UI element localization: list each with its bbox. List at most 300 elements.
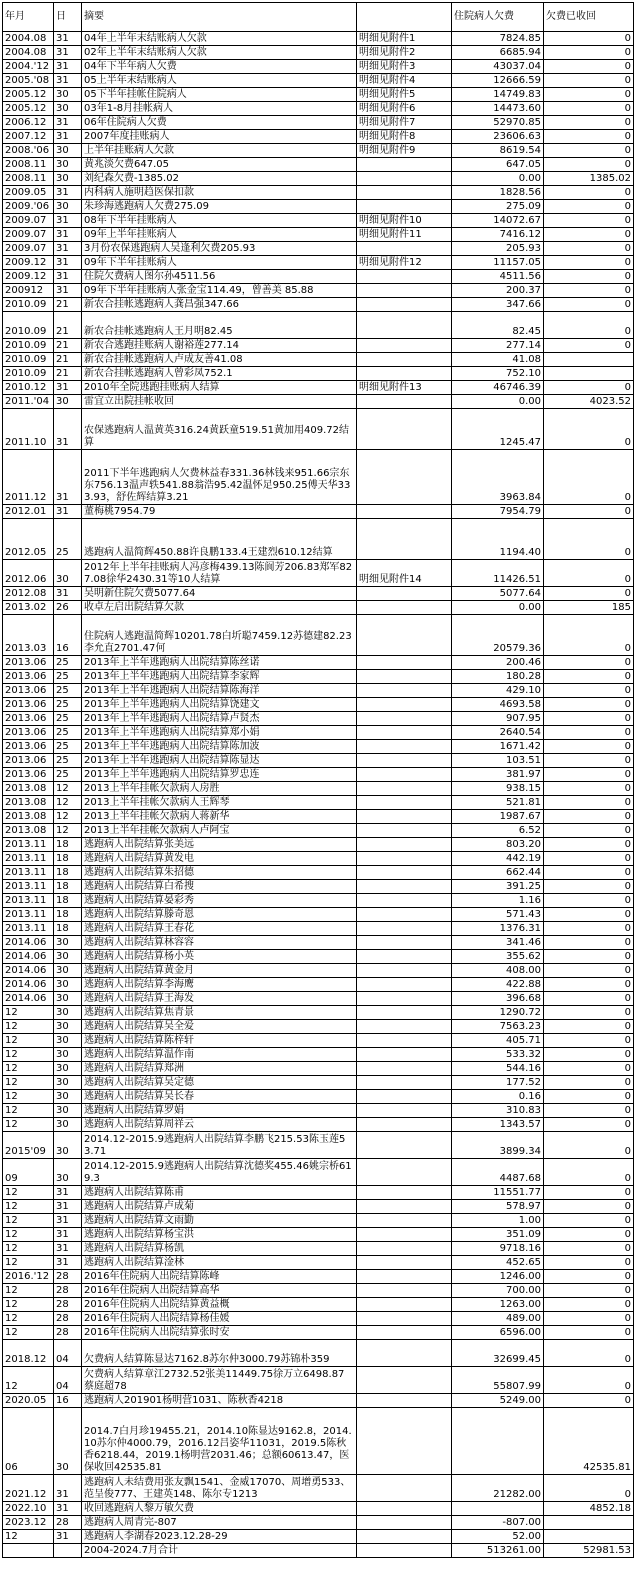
cell-owed: 177.52 (452, 1076, 544, 1090)
total-year-month (3, 1544, 54, 1558)
cell-owed: 200.37 (452, 284, 544, 298)
cell-year-month: 2013.06 (3, 656, 54, 670)
cell-day: 31 (54, 1256, 82, 1270)
cell-note (357, 339, 452, 353)
cell-day: 28 (54, 1516, 82, 1530)
cell-recovered: 0 (544, 656, 634, 670)
cell-year-month: 2014.06 (3, 936, 54, 950)
cell-owed: 14072.67 (452, 214, 544, 228)
cell-note (357, 1502, 452, 1516)
cell-owed: 8619.54 (452, 144, 544, 158)
cell-note (357, 852, 452, 866)
table-row (3, 964, 634, 978)
cell-note (357, 908, 452, 922)
cell-summary: 2012年上半年挂账病人冯彦梅439.13陈阆芳206.83郑军827.08徐华2430.31等10人结算 (82, 560, 357, 587)
cell-note (357, 1062, 452, 1076)
cell-day: 25 (54, 740, 82, 754)
cell-owed: 0.00 (452, 172, 544, 186)
cell-note (357, 158, 452, 172)
cell-note: 明细见附件2 (357, 46, 452, 60)
cell-note (357, 1214, 452, 1228)
cell-owed: 0.16 (452, 1090, 544, 1104)
cell-note (357, 726, 452, 740)
cell-owed: 1.00 (452, 1214, 544, 1228)
cell-recovered: 0 (544, 284, 634, 298)
cell-recovered: 0 (544, 339, 634, 353)
cell-note: 明细见附件11 (357, 228, 452, 242)
cell-day: 30 (54, 1034, 82, 1048)
cell-recovered: 0 (544, 726, 634, 740)
table-row (3, 1159, 634, 1186)
table-row (3, 1516, 634, 1530)
table-row (3, 298, 634, 312)
cell-year-month: 2013.11 (3, 852, 54, 866)
cell-summary: 逃跑病人出院结算王春花 (82, 922, 357, 936)
cell-year-month: 2012.01 (3, 505, 54, 519)
cell-recovered: 0 (544, 615, 634, 656)
table-row (3, 698, 634, 712)
cell-note (357, 1326, 452, 1340)
cell-year-month: 2012.08 (3, 587, 54, 601)
cell-note: 明细见附件14 (357, 560, 452, 587)
cell-note (357, 950, 452, 964)
cell-summary: 2014.12-2015.9逃跑病人出院结算沈德奖455.46姚宗桥619.3 (82, 1159, 357, 1186)
cell-recovered: 0 (544, 214, 634, 228)
cell-day: 30 (54, 1159, 82, 1186)
cell-note (357, 894, 452, 908)
cell-day: 31 (54, 130, 82, 144)
cell-owed (452, 1408, 544, 1475)
cell-recovered: 0 (544, 908, 634, 922)
cell-owed: 1671.42 (452, 740, 544, 754)
cell-note (357, 242, 452, 256)
table-row (3, 353, 634, 367)
cell-summary: 逃跑病人出院结算吴长春 (82, 1090, 357, 1104)
cell-recovered: 0 (544, 768, 634, 782)
cell-summary: 农保逃跑病人温黄英316.24黄跃童519.51黄加用409.72结算 (82, 409, 357, 450)
cell-owed: 422.88 (452, 978, 544, 992)
table-row (3, 1090, 634, 1104)
cell-recovered: 0 (544, 32, 634, 46)
cell-summary: 2013年上半年逃跑病人出院结算陈显达 (82, 754, 357, 768)
cell-recovered: 0 (544, 1186, 634, 1200)
header-summary: 摘要 (82, 3, 357, 32)
cell-recovered: 0 (544, 866, 634, 880)
cell-summary: 2013年上半年逃跑病人出院结算饶建文 (82, 698, 357, 712)
cell-day: 25 (54, 656, 82, 670)
cell-year-month: 2018.12 (3, 1340, 54, 1367)
cell-note (357, 838, 452, 852)
cell-day: 28 (54, 1284, 82, 1298)
cell-year-month: 2004.08 (3, 32, 54, 46)
table-row (3, 214, 634, 228)
cell-owed: 1246.00 (452, 1270, 544, 1284)
cell-day: 31 (54, 256, 82, 270)
cell-day: 30 (54, 950, 82, 964)
table-row (3, 270, 634, 284)
cell-summary: 吴明新住院欠费5077.64 (82, 587, 357, 601)
cell-owed: 1290.72 (452, 1006, 544, 1020)
cell-year-month: 12 (3, 1367, 54, 1394)
cell-recovered: 0 (544, 1062, 634, 1076)
cell-day: 21 (54, 298, 82, 312)
table-row (3, 1186, 634, 1200)
cell-summary: 逃跑病人出院结算焦青景 (82, 1006, 357, 1020)
table-row (3, 1340, 634, 1367)
cell-note (357, 866, 452, 880)
cell-recovered: 0 (544, 1034, 634, 1048)
cell-year-month: 2008.'06 (3, 144, 54, 158)
cell-year-month: 2009.07 (3, 242, 54, 256)
cell-summary: 2013年上半年逃跑病人出院结算陈丝诺 (82, 656, 357, 670)
cell-owed: 381.97 (452, 768, 544, 782)
cell-year-month: 2013.11 (3, 866, 54, 880)
table-row (3, 1475, 634, 1502)
cell-note (357, 964, 452, 978)
table-row (3, 560, 634, 587)
cell-owed: 5077.64 (452, 587, 544, 601)
cell-day: 30 (54, 102, 82, 116)
cell-recovered: 0 (544, 1159, 634, 1186)
cell-recovered: 0 (544, 796, 634, 810)
table-row (3, 796, 634, 810)
cell-owed: 533.32 (452, 1048, 544, 1062)
cell-owed: 11551.77 (452, 1186, 544, 1200)
cell-year-month: 2016.'12 (3, 1270, 54, 1284)
table-row (3, 838, 634, 852)
cell-summary: 逃跑病人出院结算郑洲 (82, 1062, 357, 1076)
cell-summary: 04年上半年末结账病人欠款 (82, 32, 357, 46)
table-row (3, 1242, 634, 1256)
cell-year-month: 2007.12 (3, 130, 54, 144)
cell-recovered: 0 (544, 505, 634, 519)
cell-note (357, 1186, 452, 1200)
cell-owed: 6.52 (452, 824, 544, 838)
cell-day: 31 (54, 116, 82, 130)
cell-day: 31 (54, 1186, 82, 1200)
cell-day: 31 (54, 284, 82, 298)
cell-day: 12 (54, 810, 82, 824)
cell-year-month: 2012.06 (3, 560, 54, 587)
cell-year-month: 2009.'06 (3, 200, 54, 214)
cell-note (357, 1367, 452, 1394)
cell-owed: 7416.12 (452, 228, 544, 242)
table-row (3, 768, 634, 782)
header-recovered: 欠费已收回 (544, 3, 634, 32)
cell-summary: 08年下半年挂账病人 (82, 214, 357, 228)
cell-summary: 逃跑病人出院结算温作南 (82, 1048, 357, 1062)
cell-note (357, 740, 452, 754)
cell-recovered: 0 (544, 1228, 634, 1242)
cell-recovered: 0 (544, 102, 634, 116)
cell-note (357, 698, 452, 712)
cell-owed: 3899.34 (452, 1132, 544, 1159)
cell-owed: 351.09 (452, 1228, 544, 1242)
cell-summary: 2013年上半年逃跑病人出院结算李家辉 (82, 670, 357, 684)
cell-owed: 1245.47 (452, 409, 544, 450)
cell-year-month: 2008.11 (3, 172, 54, 186)
cell-note (357, 1159, 452, 1186)
cell-summary: 逃跑病人出院结算王海发 (82, 992, 357, 1006)
table-row (3, 824, 634, 838)
cell-note (357, 409, 452, 450)
cell-owed: 11426.51 (452, 560, 544, 587)
cell-owed: 803.20 (452, 838, 544, 852)
cell-recovered: 0 (544, 312, 634, 339)
cell-summary: 董梅桃7954.79 (82, 505, 357, 519)
table-row (3, 908, 634, 922)
table-row (3, 936, 634, 950)
table-row (3, 992, 634, 1006)
cell-year-month: 2010.09 (3, 367, 54, 381)
cell-summary: 2016年住院病人出院结算高华 (82, 1284, 357, 1298)
cell-recovered: 0 (544, 684, 634, 698)
cell-year-month: 2013.11 (3, 894, 54, 908)
cell-summary: 逃跑病人未结费用张友飘1541、金威17070、周增勇533、范呈俊777、王建英148、陈尔专1213 (82, 1475, 357, 1502)
cell-day: 25 (54, 768, 82, 782)
cell-year-month: 2011.'04 (3, 395, 54, 409)
cell-summary: 2016年住院病人出院结算黄益概 (82, 1298, 357, 1312)
cell-owed: 489.00 (452, 1312, 544, 1326)
cell-note: 明细见附件6 (357, 102, 452, 116)
table-row (3, 740, 634, 754)
header-note (357, 3, 452, 32)
table-row (3, 409, 634, 450)
cell-owed: 277.14 (452, 339, 544, 353)
cell-day: 25 (54, 726, 82, 740)
cell-owed: 52970.85 (452, 116, 544, 130)
cell-summary: 逃跑病人周青完-807 (82, 1516, 357, 1530)
cell-day: 30 (54, 1020, 82, 1034)
cell-owed: 7563.23 (452, 1020, 544, 1034)
cell-day: 30 (54, 1132, 82, 1159)
cell-recovered: 185 (544, 601, 634, 615)
table-row (3, 367, 634, 381)
cell-day: 21 (54, 339, 82, 353)
cell-summary: 逃跑病人出院结算张美远 (82, 838, 357, 852)
cell-owed: 4511.56 (452, 270, 544, 284)
cell-year-month: 2006.12 (3, 116, 54, 130)
cell-day: 12 (54, 796, 82, 810)
header-row (3, 3, 634, 32)
cell-owed: 544.16 (452, 1062, 544, 1076)
table-row (3, 1104, 634, 1118)
table-row (3, 726, 634, 740)
cell-owed: 43037.04 (452, 60, 544, 74)
cell-day: 25 (54, 754, 82, 768)
cell-year-month: 2013.08 (3, 810, 54, 824)
cell-day: 31 (54, 74, 82, 88)
cell-year-month: 2013.06 (3, 726, 54, 740)
cell-recovered: 0 (544, 298, 634, 312)
cell-day: 30 (54, 1408, 82, 1475)
cell-recovered: 0 (544, 670, 634, 684)
table-row (3, 712, 634, 726)
cell-year-month: 200912 (3, 284, 54, 298)
cell-note (357, 1394, 452, 1408)
cell-recovered: 0 (544, 587, 634, 601)
cell-year-month: 2013.08 (3, 782, 54, 796)
cell-day: 18 (54, 908, 82, 922)
cell-year-month: 12 (3, 1312, 54, 1326)
cell-owed: 1376.31 (452, 922, 544, 936)
cell-owed: 46746.39 (452, 381, 544, 395)
cell-day: 31 (54, 1475, 82, 1502)
cell-year-month: 12 (3, 1062, 54, 1076)
cell-year-month: 2005.'08 (3, 74, 54, 88)
cell-summary: 04年下半年病人欠费 (82, 60, 357, 74)
cell-owed: 578.97 (452, 1200, 544, 1214)
cell-day: 12 (54, 824, 82, 838)
cell-owed (452, 1502, 544, 1516)
cell-recovered: 0 (544, 1284, 634, 1298)
cell-note (357, 298, 452, 312)
cell-year-month: 12 (3, 1090, 54, 1104)
cell-year-month: 12 (3, 1284, 54, 1298)
cell-owed: 1828.56 (452, 186, 544, 200)
cell-recovered: 0 (544, 838, 634, 852)
cell-recovered: 42535.81 (544, 1408, 634, 1475)
cell-recovered: 0 (544, 1200, 634, 1214)
table-row (3, 1312, 634, 1326)
cell-owed: 55807.99 (452, 1367, 544, 1394)
cell-day: 18 (54, 894, 82, 908)
cell-summary: 05上半年末结账病人 (82, 74, 357, 88)
table-row (3, 256, 634, 270)
cell-summary: 朱珍海逃跑病人欠费275.09 (82, 200, 357, 214)
cell-year-month: 12 (3, 1076, 54, 1090)
cell-recovered: 4852.18 (544, 1502, 634, 1516)
cell-year-month: 2013.11 (3, 880, 54, 894)
cell-recovered: 0 (544, 782, 634, 796)
cell-recovered: 1385.02 (544, 172, 634, 186)
table-row (3, 615, 634, 656)
total-row (3, 1544, 634, 1558)
cell-recovered: 0 (544, 824, 634, 838)
cell-note: 明细见附件3 (357, 60, 452, 74)
cell-note (357, 615, 452, 656)
cell-owed: 103.51 (452, 754, 544, 768)
table-row (3, 950, 634, 964)
cell-year-month: 2012.05 (3, 519, 54, 560)
table-row (3, 1326, 634, 1340)
cell-summary: 新农合挂帐逃跑病人卢成友善41.08 (82, 353, 357, 367)
table-row (3, 32, 634, 46)
cell-note: 明细见附件10 (357, 214, 452, 228)
table-row (3, 782, 634, 796)
cell-recovered: 0 (544, 1214, 634, 1228)
cell-day: 21 (54, 312, 82, 339)
cell-note (357, 1048, 452, 1062)
cell-owed: 6685.94 (452, 46, 544, 60)
cell-day: 31 (54, 186, 82, 200)
cell-summary: 收卓左启出院结算欠款 (82, 601, 357, 615)
cell-owed: 14749.83 (452, 88, 544, 102)
cell-owed: 9718.16 (452, 1242, 544, 1256)
cell-owed: 4693.58 (452, 698, 544, 712)
cell-day: 30 (54, 992, 82, 1006)
cell-summary: 09年上半年挂账病人 (82, 228, 357, 242)
cell-year-month: 2013.08 (3, 796, 54, 810)
table-row (3, 978, 634, 992)
cell-recovered: 0 (544, 1048, 634, 1062)
cell-recovered (544, 353, 634, 367)
cell-summary: 新农合逃跑挂账病人谢裕莲277.14 (82, 339, 357, 353)
table-row (3, 1062, 634, 1076)
cell-year-month: 2013.08 (3, 824, 54, 838)
cell-summary: 逃跑病人出院结算罗娟 (82, 1104, 357, 1118)
cell-recovered: 0 (544, 228, 634, 242)
cell-recovered: 0 (544, 1118, 634, 1132)
cell-recovered: 0 (544, 130, 634, 144)
cell-year-month: 2013.11 (3, 908, 54, 922)
cell-day: 16 (54, 1394, 82, 1408)
table-row (3, 1502, 634, 1516)
cell-summary: 欠费病人结算章江2732.52张美11449.75徐万立6498.87蔡庭超78 (82, 1367, 357, 1394)
cell-day: 04 (54, 1340, 82, 1367)
cell-summary: 逃跑病人出院结算滕奇恩 (82, 908, 357, 922)
cell-note: 明细见附件5 (357, 88, 452, 102)
cell-year-month: 2020.05 (3, 1394, 54, 1408)
table-row (3, 172, 634, 186)
cell-year-month: 12 (3, 1020, 54, 1034)
cell-year-month: 12 (3, 1006, 54, 1020)
cell-note (357, 367, 452, 381)
cell-day: 25 (54, 519, 82, 560)
table-row (3, 866, 634, 880)
cell-owed: 429.10 (452, 684, 544, 698)
total-recovered: 52981.53 (544, 1544, 634, 1558)
cell-recovered: 0 (544, 698, 634, 712)
cell-recovered: 0 (544, 880, 634, 894)
cell-note: 明细见附件7 (357, 116, 452, 130)
cell-summary: 逃跑病人出院结算李海鹰 (82, 978, 357, 992)
cell-day: 30 (54, 88, 82, 102)
cell-year-month: 12 (3, 1104, 54, 1118)
cell-year-month: 2013.06 (3, 698, 54, 712)
cell-recovered: 0 (544, 519, 634, 560)
cell-day: 28 (54, 1270, 82, 1284)
cell-recovered: 0 (544, 740, 634, 754)
cell-owed: 23606.63 (452, 130, 544, 144)
cell-day: 31 (54, 1242, 82, 1256)
table-row (3, 339, 634, 353)
cell-owed: 662.44 (452, 866, 544, 880)
cell-recovered: 0 (544, 1020, 634, 1034)
cell-summary: 逃跑病人出院结算晏彩秀 (82, 894, 357, 908)
cell-year-month: 2013.06 (3, 712, 54, 726)
cell-note (357, 754, 452, 768)
cell-note (357, 1408, 452, 1475)
table-row (3, 601, 634, 615)
cell-summary: 逃跑病人出院结算吴定德 (82, 1076, 357, 1090)
cell-summary: 2013年上半年逃跑病人出院结算罗忠连 (82, 768, 357, 782)
table-row (3, 200, 634, 214)
cell-note (357, 270, 452, 284)
cell-owed: 180.28 (452, 670, 544, 684)
cell-summary: 逃跑病人出院结算吴全爱 (82, 1020, 357, 1034)
cell-recovered: 0 (544, 450, 634, 505)
cell-day: 31 (54, 381, 82, 395)
cell-owed: 4487.68 (452, 1159, 544, 1186)
cell-recovered: 0 (544, 200, 634, 214)
cell-note (357, 505, 452, 519)
cell-note (357, 1200, 452, 1214)
cell-day: 31 (54, 32, 82, 46)
cell-recovered: 0 (544, 116, 634, 130)
cell-note (357, 1118, 452, 1132)
header-owed: 住院病人欠费 (452, 3, 544, 32)
